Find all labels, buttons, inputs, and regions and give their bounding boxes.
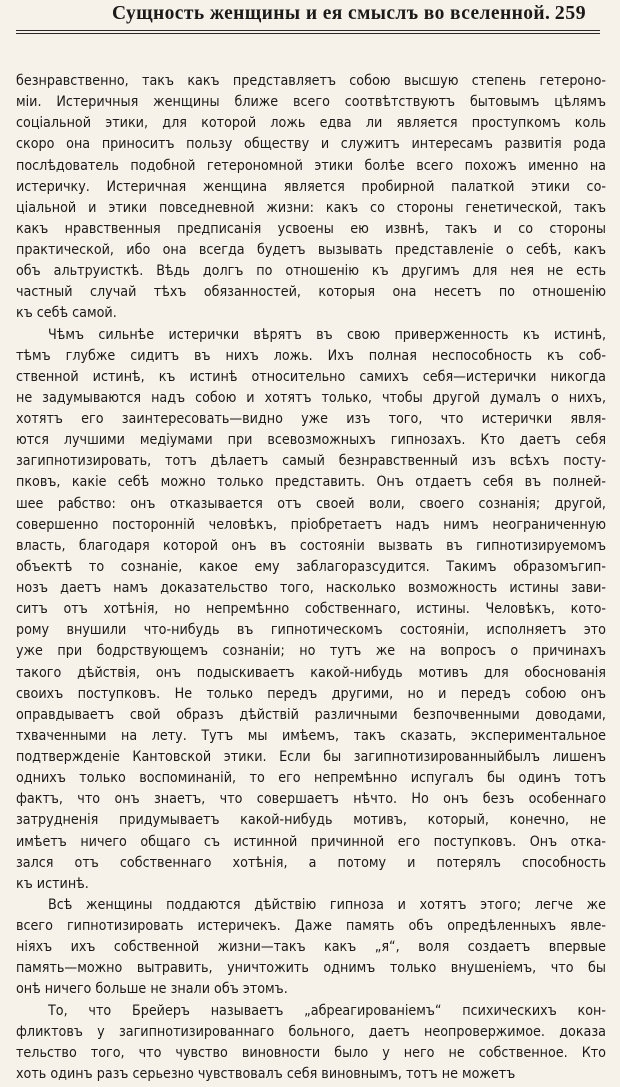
text-line: ются лучшими медіумами при всевозможныхъ гипнозахъ. Кто даетъ себя bbox=[16, 432, 606, 449]
running-title: Сущность женщины и ея смыслъ во вселенной. bbox=[112, 3, 551, 24]
page-number: 259 bbox=[554, 2, 586, 24]
running-header bbox=[16, 2, 606, 30]
text-line: къ себѣ самой. bbox=[16, 305, 117, 322]
text-line: скоро она приноситъ пользу обществу и служитъ интересамъ развитія рода bbox=[16, 136, 606, 153]
text-line: ніяхъ ихъ собственной жизни—такъ какъ „я“, воля создаетъ впервые bbox=[16, 939, 606, 956]
text-line: не задумываются надъ собою и хотятъ только, чтобы другой думалъ о нихъ, bbox=[16, 389, 606, 406]
text-line: объектѣ то сознаніе, какое ему заблагоразсудится. Такимъ образомъгип- bbox=[16, 558, 606, 575]
text-line: фликтовъ у загипнотизированнаго больного, даетъ неопровержимое. доказа bbox=[16, 1023, 606, 1040]
text-line: практической, ибо она всегда будетъ вызывать представленіе о себѣ, какъ bbox=[16, 242, 606, 258]
text-line: объ альтруисткѣ. Вѣдь долгъ по отношенію къ другимъ для нея не есть bbox=[16, 263, 606, 280]
text-line: онѣ ничего больше не знали объ этомъ. bbox=[16, 981, 288, 998]
paragraph bbox=[16, 895, 606, 1001]
text-line: міи. Истеричныя женщины ближе всего соотвѣтствуютъ бытовымъ цѣлямъ bbox=[16, 94, 606, 111]
text-line: всего гипнотизировать истеричекъ. Даже память объ опредѣленныхъ явле- bbox=[16, 918, 606, 934]
text-line: зался отъ собственнаго хотѣнія, а потому и потерялъ способность bbox=[16, 854, 606, 871]
text-line: ситъ отъ хотѣнія, но непремѣнно собственнаго, истины. Человѣкъ, кото- bbox=[16, 601, 606, 618]
text-line: безнравственно, такъ какъ представляетъ собою высшую степень гетероно- bbox=[16, 73, 606, 89]
text-line: такого дѣйствія, онъ подыскиваетъ какой-нибудь мотивъ для обоснованія bbox=[16, 664, 606, 681]
text-line: тѣмъ глубже сидитъ въ нихъ ложь. Ихъ полная неспособность къ соб- bbox=[16, 347, 606, 364]
text-line: уже при бодрствующемъ сознаніи; но тутъ же на вопросъ о причинахъ bbox=[16, 643, 606, 660]
text-line: соціальной этики, для которой ложь едва ли является проступкомъ коль bbox=[16, 115, 606, 132]
text-line: Чѣмъ сильнѣе истерички вѣрятъ въ свою приверженность къ истинѣ, bbox=[48, 326, 606, 343]
text-line: частный случай тѣхъ обязанностей, которыя она несетъ по отношенію bbox=[16, 284, 606, 301]
text-line: власть, благодаря которой онъ въ состояніи вызвать въ гипнотизируемомъ bbox=[16, 537, 606, 554]
body-text bbox=[16, 71, 606, 1085]
text-line: То, что Брейеръ называетъ „абреагированіемъ“ психическихъ кон- bbox=[48, 1002, 606, 1019]
text-line: шее рабство: онъ отказывается отъ своей воли, своего сознанія; другой, bbox=[16, 495, 606, 512]
text-line: совершенно посторонній человѣкъ, пріобретаетъ надъ нимъ неограниченную bbox=[16, 516, 606, 533]
text-line: однихъ только воспоминаній, то его непремѣнно испугалъ бы одинъ тотъ bbox=[16, 770, 606, 787]
book-page bbox=[0, 2, 620, 1087]
text-line: какъ нравственныя предписанія усвоены ею извнѣ, такъ и со стороны bbox=[16, 220, 606, 237]
text-line: фактъ, что онъ знаетъ, что совершаетъ нѣчто. Но онъ безъ особеннаго bbox=[16, 791, 606, 808]
header-rule-bottom bbox=[16, 33, 600, 34]
text-line: память—можно вытравить, уничтожить однимъ только внушеніемъ, что бы bbox=[16, 960, 606, 977]
text-line: своихъ поступковъ. Не только передъ другими, но и передъ собою онъ bbox=[16, 685, 606, 702]
text-line: пковъ, какіе себѣ можно только представить. Онъ отдаетъ себя въ полней- bbox=[16, 474, 606, 491]
text-line: ственной истинѣ, къ истинѣ относительно самихъ себя—истерички никогда bbox=[16, 368, 606, 385]
paragraph bbox=[16, 71, 606, 325]
text-line: подтвержденіе Кантовской этики. Если бы загипнотизированныйбылъ лишенъ bbox=[16, 749, 606, 765]
text-line: рому внушили что-нибудь въ гипнотическомъ состояніи, исполняетъ это bbox=[16, 622, 606, 639]
text-line: Всѣ женщины поддаются дѣйствію гипноза и хотятъ этого; легче же bbox=[48, 896, 606, 913]
text-line: ціальной и этики повседневной жизни: какъ со стороны генетической, такъ bbox=[16, 199, 606, 216]
text-line: тхваченными на лету. Тутъ мы имѣемъ, такъ сказать, экспериментальное bbox=[16, 727, 606, 744]
paragraph bbox=[16, 325, 606, 895]
text-line: хотятъ его заинтересовать—видно уже изъ того, что истерички явля- bbox=[16, 411, 606, 427]
text-line: загипнотизировать, тотъ дѣлаетъ самый безнравственный изъ всѣхъ посту- bbox=[16, 453, 606, 470]
text-line: хоть одинъ разъ серьезно чувствовалъ себя виновнымъ, тотъ не можетъ bbox=[16, 1065, 516, 1082]
header-rule-top bbox=[16, 30, 600, 31]
text-line: къ истинѣ. bbox=[16, 875, 89, 892]
text-line: послѣдователь подобной гетерономной этики болѣе всего похожъ именно на bbox=[16, 157, 606, 174]
text-line: нозъ даетъ намъ доказательство того, насколько возможность истины зави- bbox=[16, 580, 606, 596]
paragraph bbox=[16, 1001, 606, 1086]
text-line: тельство того, что чувство виновности было у него не собственное. Кто bbox=[16, 1044, 606, 1061]
text-line: истеричку. Истеричная женщина является пробирной палаткой этики со- bbox=[16, 178, 606, 195]
text-line: затрудненія придумываетъ какой-нибудь мотивъ, который, конечно, не bbox=[16, 812, 606, 829]
text-line: имѣетъ ничего общаго съ истинной причинной его поступковъ. Онъ отка- bbox=[16, 833, 606, 850]
text-line: оправдываетъ свой образъ дѣйствій различными безпочвенными доводами, bbox=[16, 706, 606, 723]
